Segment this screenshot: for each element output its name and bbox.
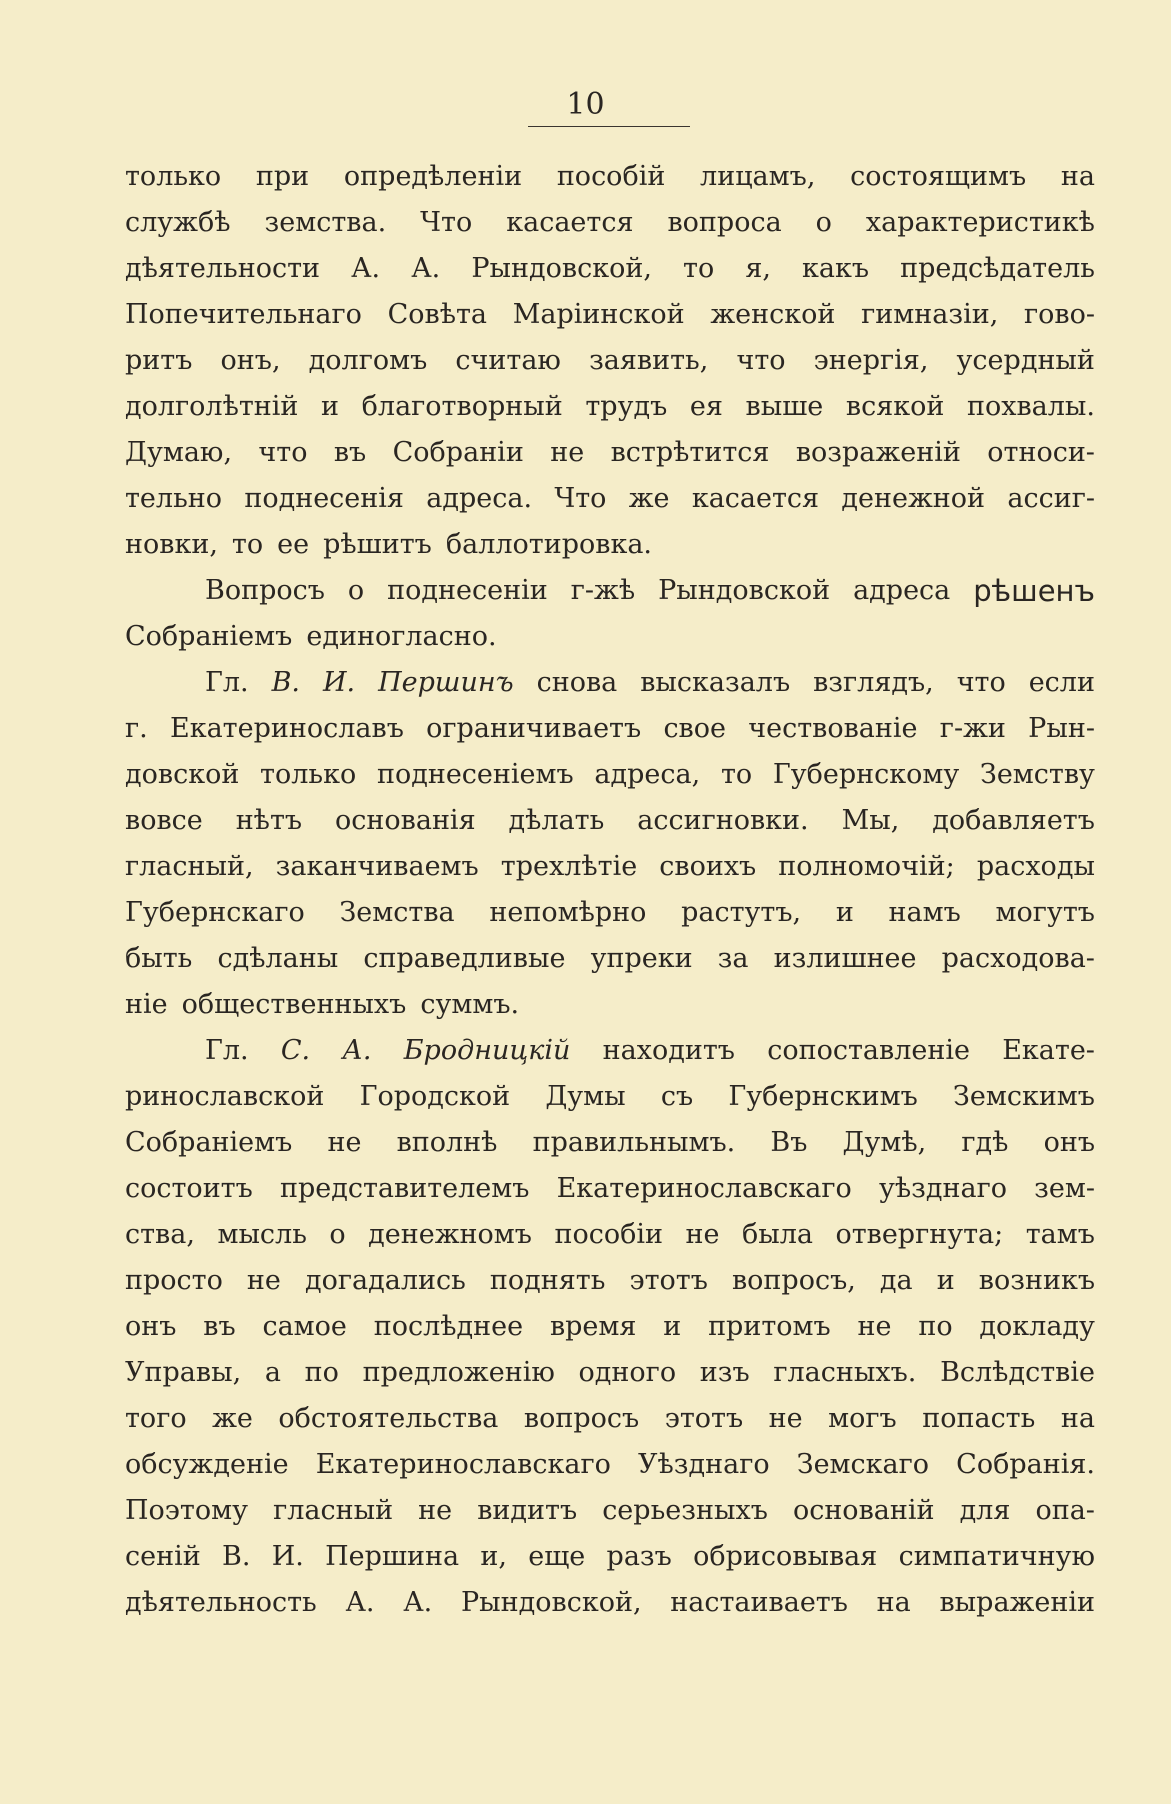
text-line: Гл. С. А. Бродницкій находитъ сопоставленіе Екате- <box>205 1035 1095 1066</box>
text-line: Поэтому гласный не видитъ серьезныхъ основаній для опа- <box>125 1495 1095 1526</box>
page-number: 10 <box>566 87 605 122</box>
text-line: состоитъ представителемъ Екатеринославскаго уѣзднаго зем- <box>125 1173 1095 1204</box>
text-line: тельно поднесенія адреса. Что же касается денежной ассиг- <box>125 483 1095 514</box>
text-line: службѣ земства. Что касается вопроса о характеристикѣ <box>125 207 1095 238</box>
text-line: гласный, заканчиваемъ трехлѣтіе своихъ полномочій; расходы <box>125 851 1095 882</box>
text-line: дѣятельности А. А. Рындовской, то я, какъ предсѣдатель <box>125 253 1095 284</box>
text-line: только при опредѣленіи пособій лицамъ, состоящимъ на <box>125 161 1095 192</box>
text-line: онъ въ самое послѣднее время и притомъ не по докладу <box>125 1311 1095 1342</box>
text-body <box>125 154 1095 1626</box>
text-line: вовсе нѣтъ основанія дѣлать ассигновки. Мы, добавляетъ <box>125 805 1095 836</box>
text-line: быть сдѣланы справедливые упреки за излишнее расходова- <box>125 943 1095 974</box>
text-line: Управы, а по предложенію одного изъ гласныхъ. Вслѣдствіе <box>125 1357 1095 1388</box>
text-line: Собраніемъ не вполнѣ правильнымъ. Въ Думѣ, гдѣ онъ <box>125 1127 1095 1158</box>
text-line: долголѣтній и благотворный трудъ ея выше всякой похвалы. <box>125 391 1095 422</box>
text-line: просто не догадались поднять этотъ вопросъ, да и возникъ <box>125 1265 1095 1296</box>
text-line: Собраніемъ единогласно. <box>125 621 497 652</box>
text-line: обсужденіе Екатеринославскаго Уѣзднаго Земскаго Собранія. <box>125 1449 1095 1480</box>
text-line: Думаю, что въ Собраніи не встрѣтится возраженій относи- <box>125 437 1095 468</box>
page-number-rule <box>528 126 690 127</box>
text-line: г. Екатеринославъ ограничиваетъ свое чествованіе г-жи Рын- <box>125 713 1095 744</box>
text-line: довской только поднесеніемъ адреса, то Губернскому Земству <box>125 759 1095 790</box>
text-line: того же обстоятельства вопросъ этотъ не могъ попасть на <box>125 1403 1095 1434</box>
text-line: ритъ онъ, долгомъ считаю заявить, что энергія, усердный <box>125 345 1095 376</box>
text-line: ства, мысль о денежномъ пособіи не была отвергнута; тамъ <box>125 1219 1095 1250</box>
text-line: ніе общественныхъ суммъ. <box>125 989 520 1020</box>
text-line: сеній В. И. Першина и, еще разъ обрисовывая симпатичную <box>125 1541 1095 1572</box>
text-line: ринославской Городской Думы съ Губернскимъ Земскимъ <box>125 1081 1095 1112</box>
text-line: Губернскаго Земства непомѣрно растутъ, и намъ могутъ <box>125 897 1095 928</box>
text-line: новки, то ее рѣшитъ баллотировка. <box>125 529 652 560</box>
text-line: Попечительнаго Совѣта Маріинской женской гимназіи, гово- <box>125 299 1095 330</box>
text-line: дѣятельность А. А. Рындовской, настаиваетъ на выраженіи <box>125 1587 1095 1618</box>
text-line: Гл. В. И. Першинъ снова высказалъ взглядъ, что если <box>205 667 1095 698</box>
text-line: Вопросъ о поднесеніи г-жѣ Рындовской адреса рѣшенъ <box>205 574 1095 608</box>
